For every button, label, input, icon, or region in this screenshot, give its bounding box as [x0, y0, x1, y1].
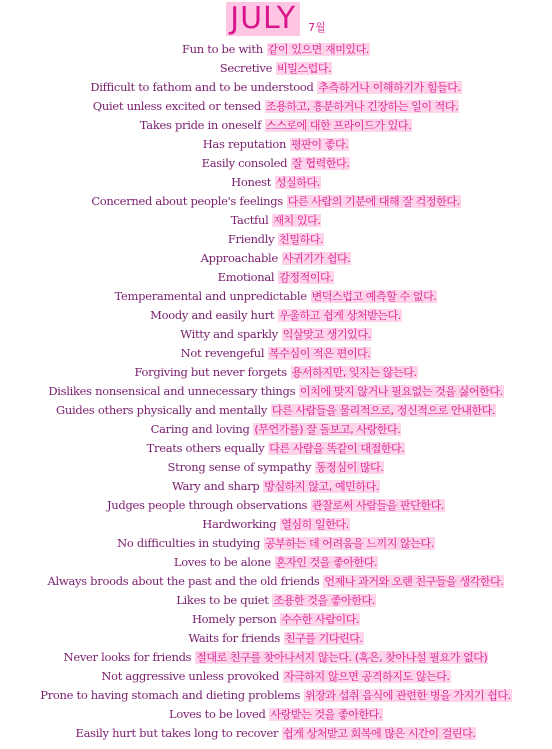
trait-korean-text: 복수심이 적은 편이다.: [269, 347, 371, 360]
trait-korean-text: 언제나 과거와 오랜 친구들을 생각한다.: [324, 575, 504, 588]
trait-korean-text: 공부하는 데 어려움을 느끼지 않는다.: [264, 537, 434, 550]
trait-row: [0, 173, 552, 192]
trait-row: [0, 344, 552, 363]
trait-row: [0, 724, 552, 743]
trait-row: [0, 458, 552, 477]
trait-english-text: Likes to be quiet: [176, 593, 269, 607]
trait-english-text: Loves to be loved: [169, 707, 266, 721]
trait-row: [0, 135, 552, 154]
trait-row: [0, 325, 552, 344]
trait-row: [0, 477, 552, 496]
trait-korean-text: 다른 사람의 기분에 대해 잘 걱정한다.: [287, 195, 460, 208]
trait-english-text: Quiet unless excited or tensed: [92, 99, 261, 113]
trait-korean-text: 우울하고 쉽게 상처받는다.: [279, 309, 401, 322]
trait-row: [0, 382, 552, 401]
trait-korean-text: 성실하다.: [275, 176, 320, 189]
trait-row: [0, 401, 552, 420]
trait-english-text: Strong sense of sympathy: [167, 460, 312, 474]
trait-korean-text: 잘 협력한다.: [292, 157, 350, 170]
trait-row: [0, 591, 552, 610]
trait-korean-text: 혼자인 것을 좋아한다.: [275, 556, 378, 569]
trait-row: [0, 363, 552, 382]
trait-english-text: Caring and loving: [150, 422, 250, 436]
trait-korean-text: 동정심이 많다.: [315, 461, 384, 474]
trait-korean-text: 용서하지만, 잊지는 않는다.: [291, 366, 417, 379]
trait-english-text: Approachable: [200, 251, 278, 265]
trait-row: [0, 306, 552, 325]
trait-korean-text: 사랑받는 것을 좋아한다.: [270, 708, 382, 721]
trait-english-text: Always broods about the past and the old friends: [47, 574, 320, 588]
trait-english-text: Emotional: [217, 270, 275, 284]
trait-english-text: Homely person: [191, 612, 277, 626]
trait-korean-text: 다른 사람들을 물리적으로, 정신적으로 안내한다.: [271, 404, 496, 417]
trait-korean-text: 관찰로써 사람들을 판단한다.: [311, 499, 444, 512]
trait-english-text: Fun to be with: [182, 42, 263, 56]
trait-english-text: Never looks for friends: [63, 650, 192, 664]
trait-row: [0, 116, 552, 135]
trait-row: [0, 40, 552, 59]
trait-korean-text: 변덕스럽고 예측할 수 없다.: [311, 290, 437, 303]
trait-korean-text: 친구를 기다린다.: [284, 632, 363, 645]
trait-english-text: Difficult to fathom and to be understood: [90, 80, 314, 94]
trait-english-text: Moody and easily hurt: [150, 308, 275, 322]
trait-korean-text: 열심히 일한다.: [281, 518, 349, 531]
trait-english-text: Has reputation: [202, 137, 287, 151]
trait-english-text: Not revengeful: [180, 346, 265, 360]
trait-row: [0, 686, 552, 705]
trait-english-text: Friendly: [227, 232, 275, 246]
trait-row: [0, 515, 552, 534]
trait-english-text: Waits for friends: [188, 631, 281, 645]
trait-english-text: Easily consoled: [201, 156, 288, 170]
trait-english-text: Easily hurt but takes long to recover: [75, 726, 279, 740]
trait-row: [0, 648, 552, 667]
trait-english-text: Loves to be alone: [173, 555, 271, 569]
trait-row: [0, 420, 552, 439]
trait-row: [0, 211, 552, 230]
trait-korean-text: 이치에 맞지 않거나 필요없는 것을 싫어한다.: [300, 385, 503, 398]
trait-row: [0, 287, 552, 306]
trait-row: [0, 192, 552, 211]
trait-korean-text: 자극하지 않으면 공격하지도 않는다.: [283, 670, 450, 683]
trait-english-text: Wary and sharp: [172, 479, 260, 493]
trait-row: [0, 268, 552, 287]
header: [0, 2, 552, 38]
trait-korean-text: 수수한 사람이다.: [281, 613, 360, 626]
trait-korean-text: 절대로 친구를 찾아나서지 않는다. (혹은, 찾아나설 필요가 없다): [196, 651, 488, 664]
trait-english-text: Concerned about people's feelings: [91, 194, 283, 208]
trait-korean-text: 다른 사람을 똑같이 대접한다.: [269, 442, 405, 455]
trait-english-text: Dislikes nonsensical and unnecessary things: [48, 384, 296, 398]
trait-list: [0, 40, 552, 743]
trait-english-text: No difficulties in studying: [117, 536, 261, 550]
trait-row: [0, 572, 552, 591]
trait-row: [0, 97, 552, 116]
trait-english-text: Honest: [231, 175, 272, 189]
trait-row: [0, 154, 552, 173]
trait-korean-text: 감정적이다.: [279, 271, 334, 284]
page-title: JULY: [226, 2, 300, 36]
trait-korean-text: 재치 있다.: [273, 214, 321, 227]
trait-row: [0, 496, 552, 515]
trait-english-text: Tactful: [230, 213, 269, 227]
trait-korean-text: 익살맞고 생기있다.: [282, 328, 371, 341]
trait-row: [0, 553, 552, 572]
trait-english-text: Witty and sparkly: [180, 327, 278, 341]
trait-korean-text: 스스로에 대한 프라이드가 있다.: [265, 119, 412, 132]
trait-english-text: Secretive: [219, 61, 273, 75]
trait-korean-text: 사귀기가 쉽다.: [282, 252, 351, 265]
trait-korean-text: 추측하거나 이해하기가 힘들다.: [318, 81, 461, 94]
trait-english-text: Forgiving but never forgets: [134, 365, 287, 379]
trait-korean-text: 방심하지 않고, 예민하다.: [264, 480, 379, 493]
trait-row: [0, 705, 552, 724]
trait-row: [0, 629, 552, 648]
trait-korean-text: 조용하고, 흥분하거나 긴장하는 일이 적다.: [265, 100, 459, 113]
trait-korean-text: 평판이 좋다.: [290, 138, 349, 151]
trait-english-text: Guides others physically and mentally: [55, 403, 268, 417]
trait-row: [0, 59, 552, 78]
trait-row: [0, 439, 552, 458]
trait-row: [0, 667, 552, 686]
trait-row: [0, 534, 552, 553]
trait-english-text: Not aggressive unless provoked: [101, 669, 280, 683]
trait-row: [0, 249, 552, 268]
trait-row: [0, 78, 552, 97]
trait-korean-text: 같이 있으면 재미있다.: [267, 43, 369, 56]
trait-korean-text: 조용한 것을 좋아한다.: [273, 594, 375, 607]
trait-korean-text: 위장과 섭취 음식에 관련한 병을 가지기 쉽다.: [304, 689, 511, 702]
trait-korean-text: (무언가를) 잘 돌보고, 사랑한다.: [254, 423, 401, 436]
trait-korean-text: 비밀스럽다.: [276, 62, 332, 75]
trait-row: [0, 230, 552, 249]
trait-korean-text: 친밀하다.: [279, 233, 324, 246]
trait-row: [0, 610, 552, 629]
trait-english-text: Prone to having stomach and dieting problems: [40, 688, 301, 702]
trait-english-text: Temperamental and unpredictable: [114, 289, 307, 303]
trait-korean-text: 쉽게 상처받고 회복에 많은 시간이 걸린다.: [283, 727, 476, 740]
trait-english-text: Judges people through observations: [107, 498, 308, 512]
trait-english-text: Takes pride in oneself: [139, 118, 262, 132]
trait-english-text: Treats others equally: [146, 441, 265, 455]
trait-english-text: Hardworking: [202, 517, 277, 531]
page-subtitle: 7월: [308, 21, 326, 34]
